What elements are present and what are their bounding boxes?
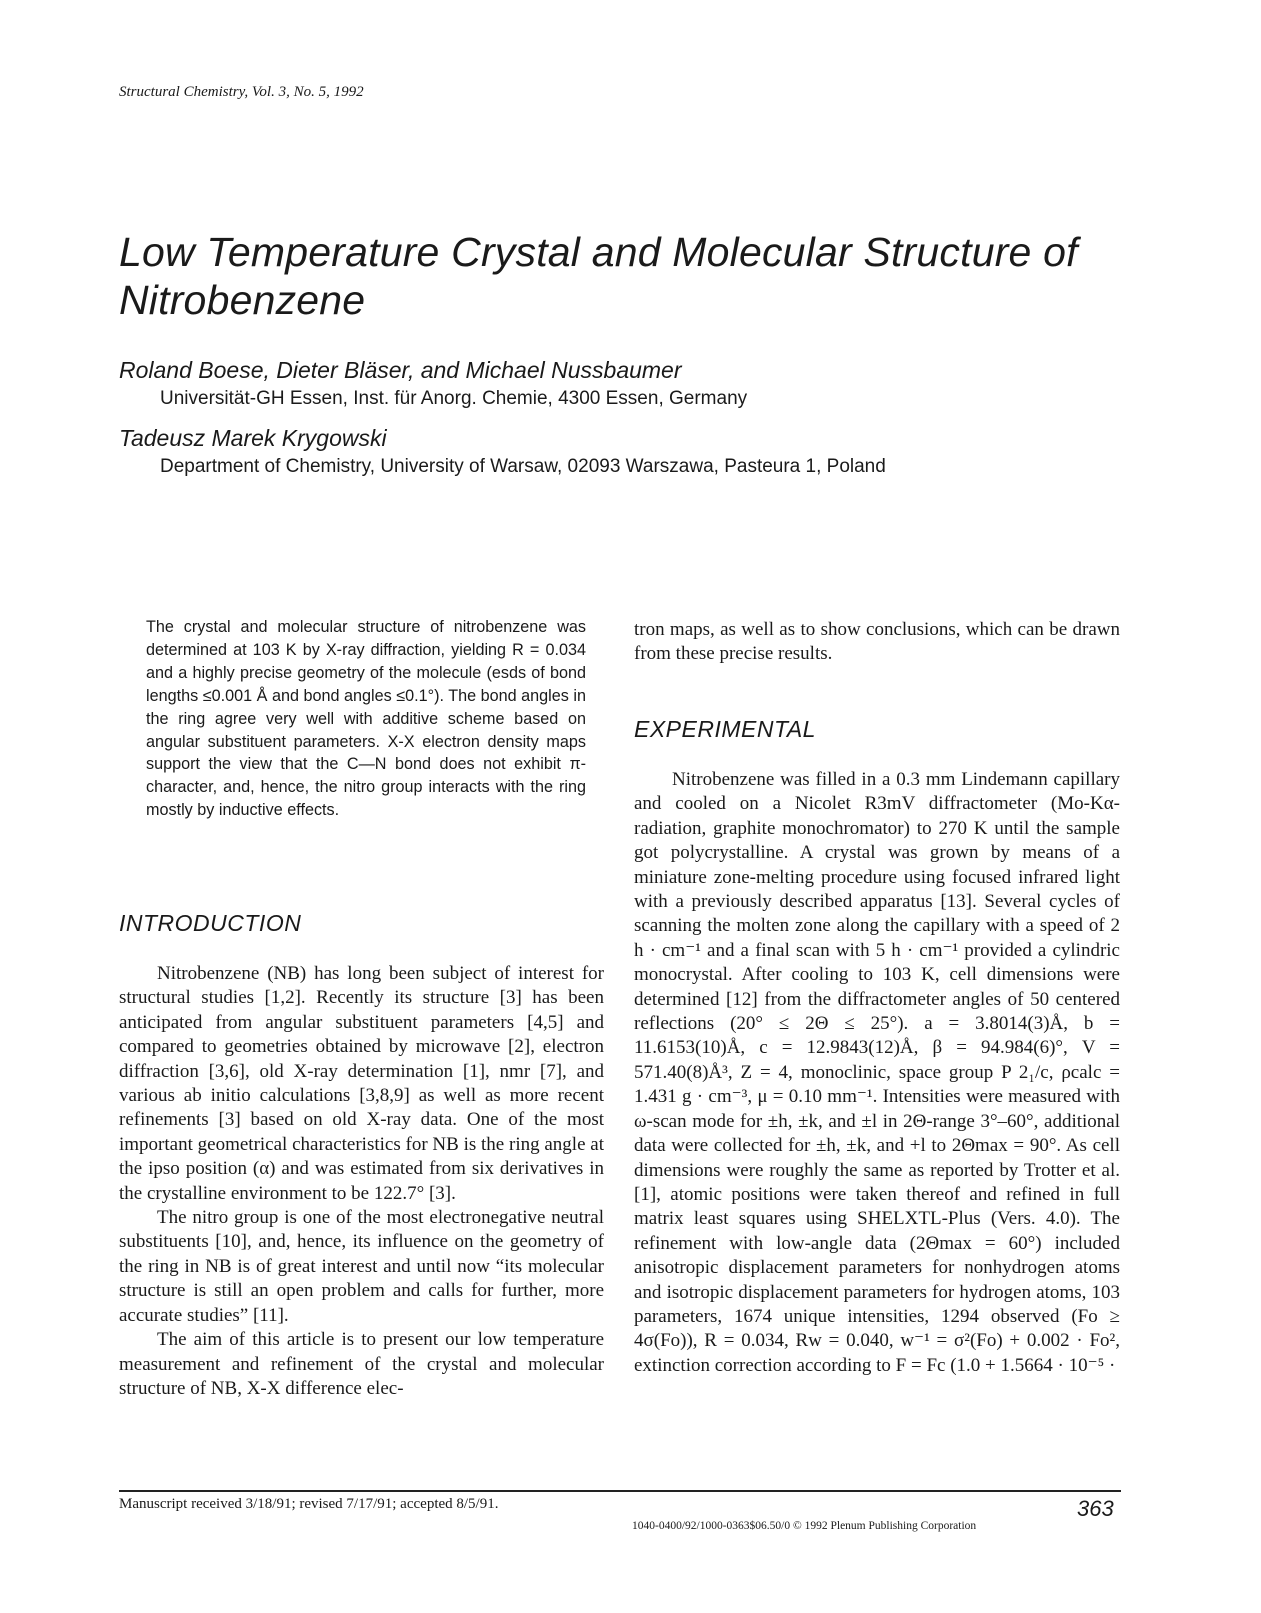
article-title: Low Temperature Crystal and Molecular Structure of Nitrobenzene — [119, 229, 1078, 323]
footer-rule — [119, 1490, 1121, 1492]
author-group-1: Roland Boese, Dieter Bläser, and Michael Nussbaumer — [119, 357, 682, 383]
affiliation-2: Department of Chemistry, University of Warsaw, 02093 Warszawa, Pasteura 1, Poland — [160, 456, 886, 477]
affiliation-1: Universität-GH Essen, Inst. für Anorg. Chemie, 4300 Essen, Germany — [160, 388, 748, 409]
journal-citation: Structural Chemistry, Vol. 3, No. 5, 1992 — [119, 84, 364, 100]
continuation-paragraph: tron maps, as well as to show conclusions, which can be drawn from these precise results. — [634, 619, 1120, 665]
intro-continuation — [634, 618, 1120, 667]
manuscript-received-note: Manuscript received 3/18/91; revised 7/17/91; accepted 8/5/91. — [119, 1496, 499, 1512]
experimental-body — [634, 768, 1120, 1378]
introduction-heading: INTRODUCTION — [119, 910, 302, 936]
page-number: 363 — [1077, 1496, 1114, 1521]
intro-paragraph: The nitro group is one of the most electronegative neutral substituents [10], and, hence, its influence on the geometry of the ring in NB is of great interest and until now “its molecular structure is still an open problem and calls for further, more accurate studies” [11]. — [119, 1207, 604, 1326]
intro-paragraph: The aim of this article is to present our low temperature measurement and refinement of the crystal and molecular structure of NB, X-X difference elec- — [119, 1329, 604, 1399]
experimental-heading: EXPERIMENTAL — [634, 716, 816, 742]
experimental-paragraph: Nitrobenzene was filled in a 0.3 mm Lindemann capillary and cooled on a Nicolet R3mV diffractometer (Mo-Kα-radiation, graphite monochromator) to 270 K until the sample got polycrystalline. A crystal was grown by means of a miniature zone-melting procedure using focused infrared light with a previously described apparatus [13]. Several cycles of scanning the molten zone along the capillary with a speed of 2 h · cm⁻¹ and a final scan with 5 h · cm⁻¹ provided a cylindric monocrystal. After cooling to 103 K, cell dimensions were determined [12] from the diffractometer angles of 50 centered reflections (20° ≤ 2Θ ≤ 25°). a = 3.8014(3)Å, b = 11.6153(10)Å, c = 12.9843(12)Å, β = 94.984(6)°, V = 571.40(8)Å³, Z = 4, monoclinic, space group P 2₁/c, ρcalc = 1.431 g · cm⁻³, μ = 0.10 mm⁻¹. Intensities were measured with ω-scan mode for ±h, ±k, and ±l in 2Θ-range 3°–60°, additional data were collected for ±h, ±k, and +l to 2Θmax = 90°. As cell dimensions were roughly the same as reported by Trotter et al. [1], atomic positions were taken thereof and refined in full matrix least squares using SHELXTL-Plus (Vers. 4.0). The refinement with low-angle data (2Θmax = 60°) included anisotropic displacement parameters for nonhydrogen atoms and isotropic displacement parameters for hydrogen atoms, 103 parameters, 1674 unique intensities, 1294 observed (Fo ≥ 4σ(Fo)), R = 0.034, Rw = 0.040, w⁻¹ = σ²(Fo) + 0.002 · Fo², extinction correction according to F = Fc (1.0 + 1.5664 · 10⁻⁵ · — [634, 769, 1120, 1376]
abstract: The crystal and molecular structure of nitrobenzene was determined at 103 K by X-ray diffraction, yielding R = 0.034 and a highly precise geometry of the molecule (esds of bond lengths ≤0.001 Å and bond angles ≤0.1°). The bond angles in the ring agree very well with additive scheme based on angular substituent parameters. X-X electron density maps support the view that the C—N bond does not exhibit π-character, and, hence, the nitro group interacts with the ring mostly by inductive effects. — [146, 618, 586, 820]
introduction-body — [119, 962, 604, 1401]
copyright-line: 1040-0400/92/1000-0363$06.50/0 © 1992 Plenum Publishing Corporation — [632, 1520, 977, 1532]
author-group-2: Tadeusz Marek Krygowski — [119, 425, 387, 451]
intro-paragraph: Nitrobenzene (NB) has long been subject of interest for structural studies [1,2]. Recently its structure [3] has been anticipated from angular substituent parameters [4,5] and compared to geometries obtained by microwave [2], electron diffraction [3,6], old X-ray determination [1], nmr [7], and various ab initio calculations [3,8,9] as well as more recent refinements [3] based on old X-ray data. One of the most important geometrical characteristics for NB is the ring angle at the ipso position (α) and was estimated from six derivatives in the crystalline environment to be 122.7° [3]. — [119, 963, 604, 1204]
